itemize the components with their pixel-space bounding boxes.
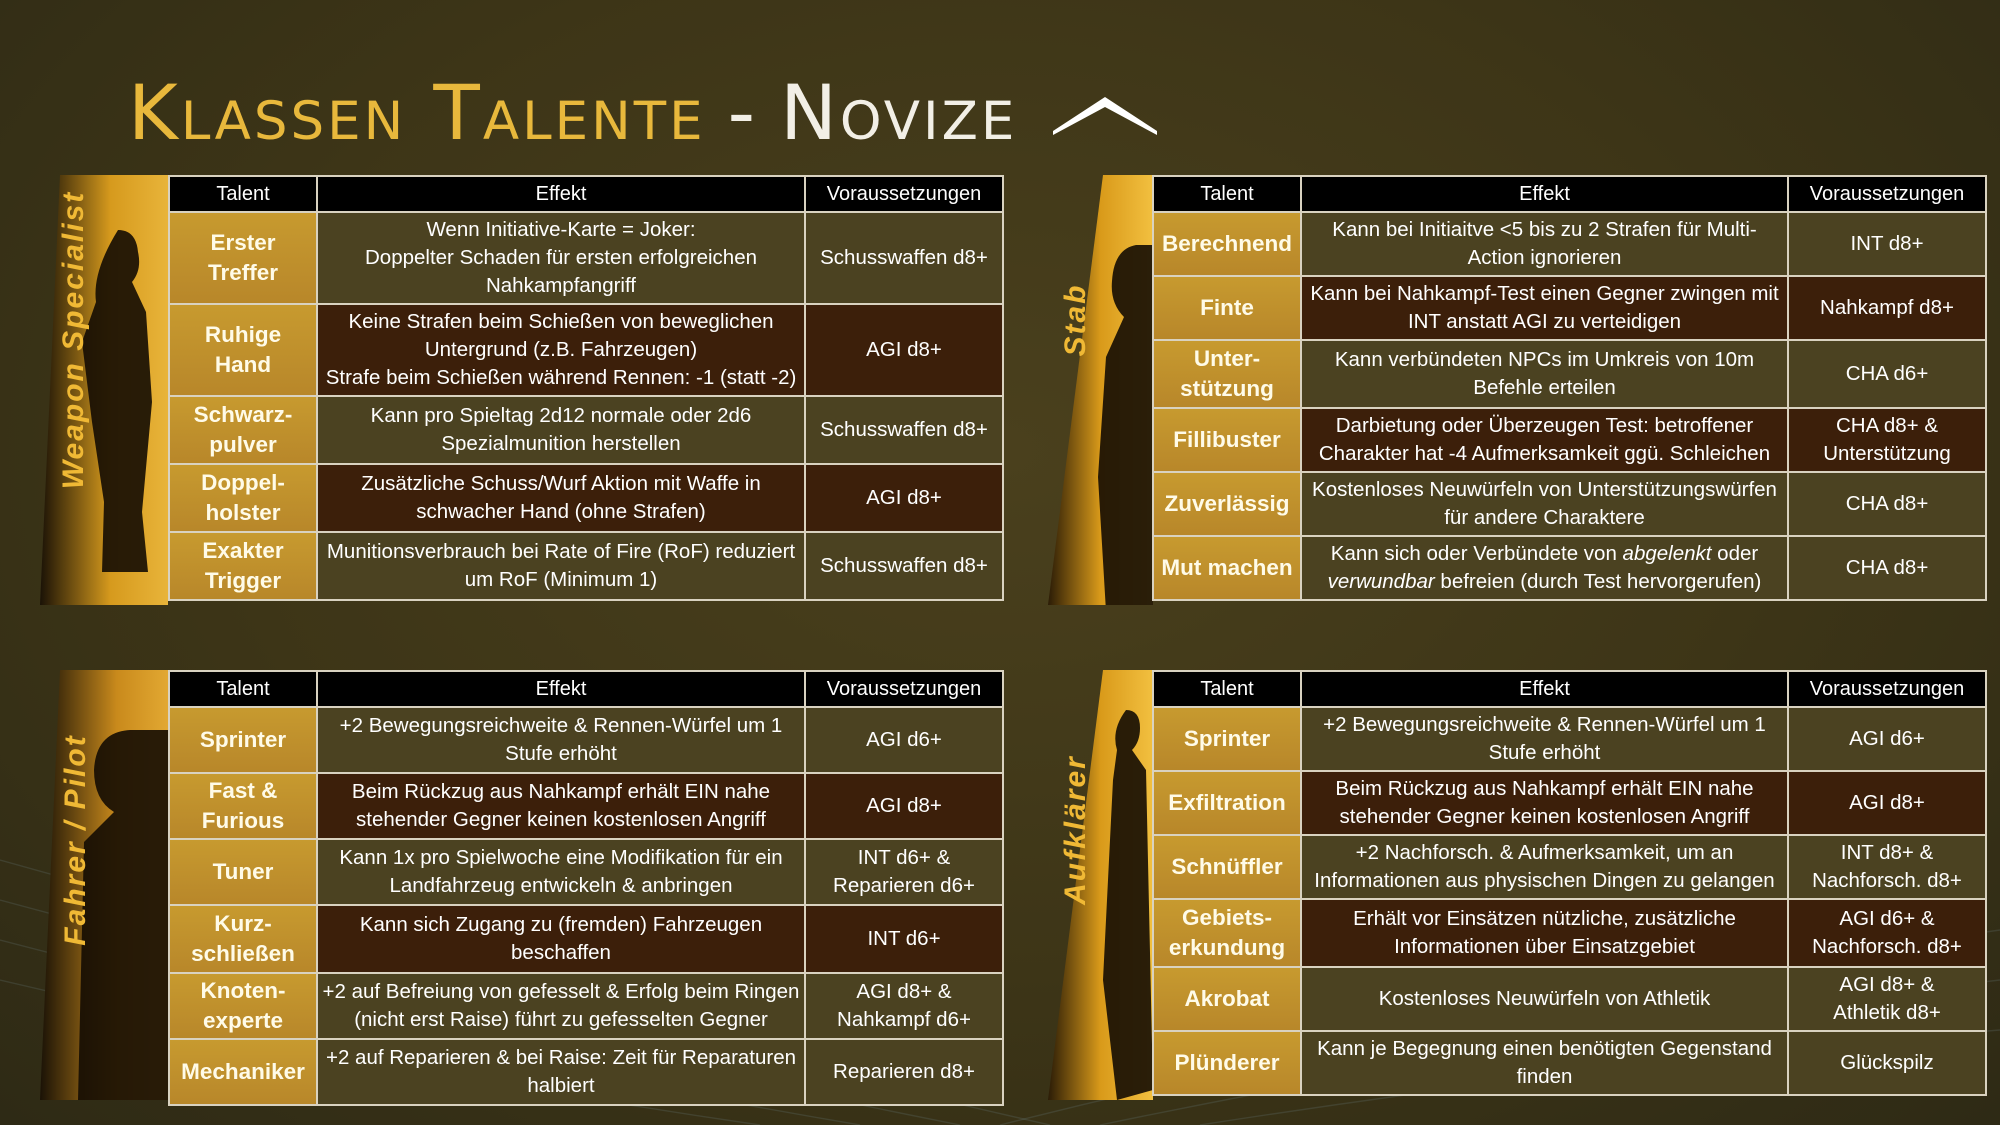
table-row	[169, 773, 1003, 839]
talent-name: Doppel- holster	[169, 464, 317, 532]
table-row	[169, 973, 1003, 1039]
table-row	[169, 212, 1003, 304]
panel-aufklaerer	[1048, 670, 1985, 1100]
table-row	[1153, 967, 1986, 1031]
table-row	[169, 905, 1003, 973]
soldier-silhouette-image	[40, 175, 165, 605]
talent-effect: Kostenloses Neuwürfeln von Unterstützungswürfen für andere Charaktere	[1301, 472, 1788, 536]
pilot-silhouette-image	[40, 670, 165, 1100]
talent-requirement: AGI d6+	[1788, 707, 1986, 771]
talent-name: Plünderer	[1153, 1031, 1301, 1095]
talent-name: Fast & Furious	[169, 773, 317, 839]
table-row	[1153, 212, 1986, 276]
panel-label: Fahrer / Pilot	[59, 734, 92, 946]
talent-name: Berechnend	[1153, 212, 1301, 276]
talent-name: Finte	[1153, 276, 1301, 340]
talent-effect: Keine Strafen beim Schießen von beweglichen Untergrund (z.B. Fahrzeugen) Strafe beim Schießen während Rennen: -1 (statt -2)	[317, 304, 805, 396]
talent-requirement: AGI d8+	[1788, 771, 1986, 835]
table-row	[169, 304, 1003, 396]
panel-weapon-specialist	[40, 175, 1002, 605]
table-row	[169, 839, 1003, 905]
table-row	[169, 532, 1003, 600]
talent-effect: Kann verbündeten NPCs im Umkreis von 10m Befehle erteilen	[1301, 340, 1788, 408]
header-effect: Effekt	[1301, 176, 1788, 212]
panel-stab	[1048, 175, 1985, 605]
panel-label: Aufklärer	[1059, 755, 1092, 905]
panel-fahrer-pilot	[40, 670, 1002, 1100]
talent-name: Kurz- schließen	[169, 905, 317, 973]
talent-name: Tuner	[169, 839, 317, 905]
talent-table	[168, 175, 1004, 601]
title-separator: -	[727, 67, 759, 157]
header-req: Voraussetzungen	[1788, 671, 1986, 707]
table-row	[1153, 536, 1986, 600]
talent-table	[1152, 670, 1987, 1096]
talent-name: Exfiltration	[1153, 771, 1301, 835]
talent-name: Schwarz- pulver	[169, 396, 317, 464]
talent-effect: Erhält vor Einsätzen nützliche, zusätzliche Informationen über Einsatzgebiet	[1301, 899, 1788, 967]
talent-effect: +2 Bewegungsreichweite & Rennen-Würfel um 1 Stufe erhöht	[317, 707, 805, 773]
table-row	[1153, 1031, 1986, 1095]
header-talent: Talent	[1153, 671, 1301, 707]
title-part1: Klassen Talente	[128, 67, 706, 157]
table-row	[1153, 472, 1986, 536]
talent-name: Schnüffler	[1153, 835, 1301, 899]
header-effect: Effekt	[1301, 671, 1788, 707]
table-row	[169, 707, 1003, 773]
table-row	[1153, 340, 1986, 408]
header-effect: Effekt	[317, 671, 805, 707]
talent-effect: +2 auf Reparieren & bei Raise: Zeit für Reparaturen halbiert	[317, 1039, 805, 1105]
talent-requirement: CHA d8+	[1788, 472, 1986, 536]
talent-name: Mut machen	[1153, 536, 1301, 600]
talent-effect: Beim Rückzug aus Nahkampf erhält EIN nahe stehender Gegner keinen kostenlosen Angriff	[1301, 771, 1788, 835]
table-row	[1153, 408, 1986, 472]
title-part2: Novize	[780, 67, 1018, 157]
talent-name: Zuverlässig	[1153, 472, 1301, 536]
talent-effect: Munitionsverbrauch bei Rate of Fire (RoF) reduziert um RoF (Minimum 1)	[317, 532, 805, 600]
table-row	[169, 396, 1003, 464]
talent-name: Gebiets- erkundung	[1153, 899, 1301, 967]
talent-effect: Zusätzliche Schuss/Wurf Aktion mit Waffe in schwacher Hand (ohne Strafen)	[317, 464, 805, 532]
table-row	[1153, 771, 1986, 835]
table-row	[169, 1039, 1003, 1105]
header-effect: Effekt	[317, 176, 805, 212]
talent-requirement: Schusswaffen d8+	[805, 212, 1003, 304]
header-req: Voraussetzungen	[805, 671, 1003, 707]
page-title	[128, 62, 1157, 162]
talent-name: Unter- stützung	[1153, 340, 1301, 408]
header-req: Voraussetzungen	[1788, 176, 1986, 212]
chevron-up-icon	[1053, 95, 1157, 135]
talent-table	[168, 670, 1004, 1106]
talent-effect: Kann bei Initiaitve <5 bis zu 2 Strafen für Multi-Action ignorieren	[1301, 212, 1788, 276]
talent-name: Knoten- experte	[169, 973, 317, 1039]
talent-requirement: CHA d8+	[1788, 536, 1986, 600]
talent-requirement: AGI d8+	[805, 464, 1003, 532]
talent-name: Sprinter	[1153, 707, 1301, 771]
talent-requirement: AGI d8+ & Nahkampf d6+	[805, 973, 1003, 1039]
talent-requirement: INT d8+ & Nachforsch. d8+	[1788, 835, 1986, 899]
talent-requirement: Nahkampf d8+	[1788, 276, 1986, 340]
talent-requirement: CHA d8+ & Unterstützung	[1788, 408, 1986, 472]
table-row	[1153, 707, 1986, 771]
talent-name: Exakter Trigger	[169, 532, 317, 600]
talent-effect: Kann je Begegnung einen benötigten Gegenstand finden	[1301, 1031, 1788, 1095]
talent-effect: +2 auf Befreiung von gefesselt & Erfolg beim Ringen (nicht erst Raise) führt zu gefesselten Gegner	[317, 973, 805, 1039]
talent-effect: Kostenloses Neuwürfeln von Athletik	[1301, 967, 1788, 1031]
table-row	[1153, 899, 1986, 967]
talent-requirement: AGI d8+ & Athletik d8+	[1788, 967, 1986, 1031]
talent-requirement: AGI d6+ & Nachforsch. d8+	[1788, 899, 1986, 967]
talent-effect: Kann bei Nahkampf-Test einen Gegner zwingen mit INT anstatt AGI zu verteidigen	[1301, 276, 1788, 340]
talent-table	[1152, 175, 1987, 601]
talent-effect: Darbietung oder Überzeugen Test: betroffener Charakter hat -4 Aufmerksamkeit ggü. Schleichen	[1301, 408, 1788, 472]
talent-name: Sprinter	[169, 707, 317, 773]
talent-requirement: Reparieren d8+	[805, 1039, 1003, 1105]
talent-effect: Kann 1x pro Spielwoche eine Modifikation für ein Landfahrzeug entwickeln & anbringen	[317, 839, 805, 905]
talent-name: Fillibuster	[1153, 408, 1301, 472]
table-row	[1153, 835, 1986, 899]
panel-label: Weapon Specialist	[57, 190, 90, 490]
talent-name: Mechaniker	[169, 1039, 317, 1105]
talent-effect: Wenn Initiative-Karte = Joker: Doppelter Schaden für ersten erfolgreichen Nahkampfangriff	[317, 212, 805, 304]
talent-requirement: CHA d6+	[1788, 340, 1986, 408]
talent-effect: Kann sich oder Verbündete von abgelenkt oder verwundbar befreien (durch Test hervorgerufen)	[1301, 536, 1788, 600]
talent-requirement: AGI d8+	[805, 773, 1003, 839]
talent-requirement: Schusswaffen d8+	[805, 396, 1003, 464]
header-talent: Talent	[169, 176, 317, 212]
talent-name: Erster Treffer	[169, 212, 317, 304]
talent-requirement: INT d8+	[1788, 212, 1986, 276]
talent-requirement: AGI d8+	[805, 304, 1003, 396]
header-talent: Talent	[169, 671, 317, 707]
header-req: Voraussetzungen	[805, 176, 1003, 212]
table-row	[1153, 276, 1986, 340]
header-talent: Talent	[1153, 176, 1301, 212]
table-row	[169, 464, 1003, 532]
talent-requirement: Glückspilz	[1788, 1031, 1986, 1095]
talent-name: Ruhige Hand	[169, 304, 317, 396]
talent-requirement: INT d6+	[805, 905, 1003, 973]
talent-name: Akrobat	[1153, 967, 1301, 1031]
talent-effect: Kann sich Zugang zu (fremden) Fahrzeugen beschaffen	[317, 905, 805, 973]
talent-effect: +2 Nachforsch. & Aufmerksamkeit, um an Informationen aus physischen Dingen zu gelangen	[1301, 835, 1788, 899]
panel-label: Stab	[1059, 283, 1092, 357]
talent-effect: Beim Rückzug aus Nahkampf erhält EIN nahe stehender Gegner keinen kostenlosen Angriff	[317, 773, 805, 839]
talent-requirement: INT d6+ & Reparieren d6+	[805, 839, 1003, 905]
talent-requirement: AGI d6+	[805, 707, 1003, 773]
talent-requirement: Schusswaffen d8+	[805, 532, 1003, 600]
talent-effect: Kann pro Spieltag 2d12 normale oder 2d6 Spezialmunition herstellen	[317, 396, 805, 464]
talent-effect: +2 Bewegungsreichweite & Rennen-Würfel um 1 Stufe erhöht	[1301, 707, 1788, 771]
